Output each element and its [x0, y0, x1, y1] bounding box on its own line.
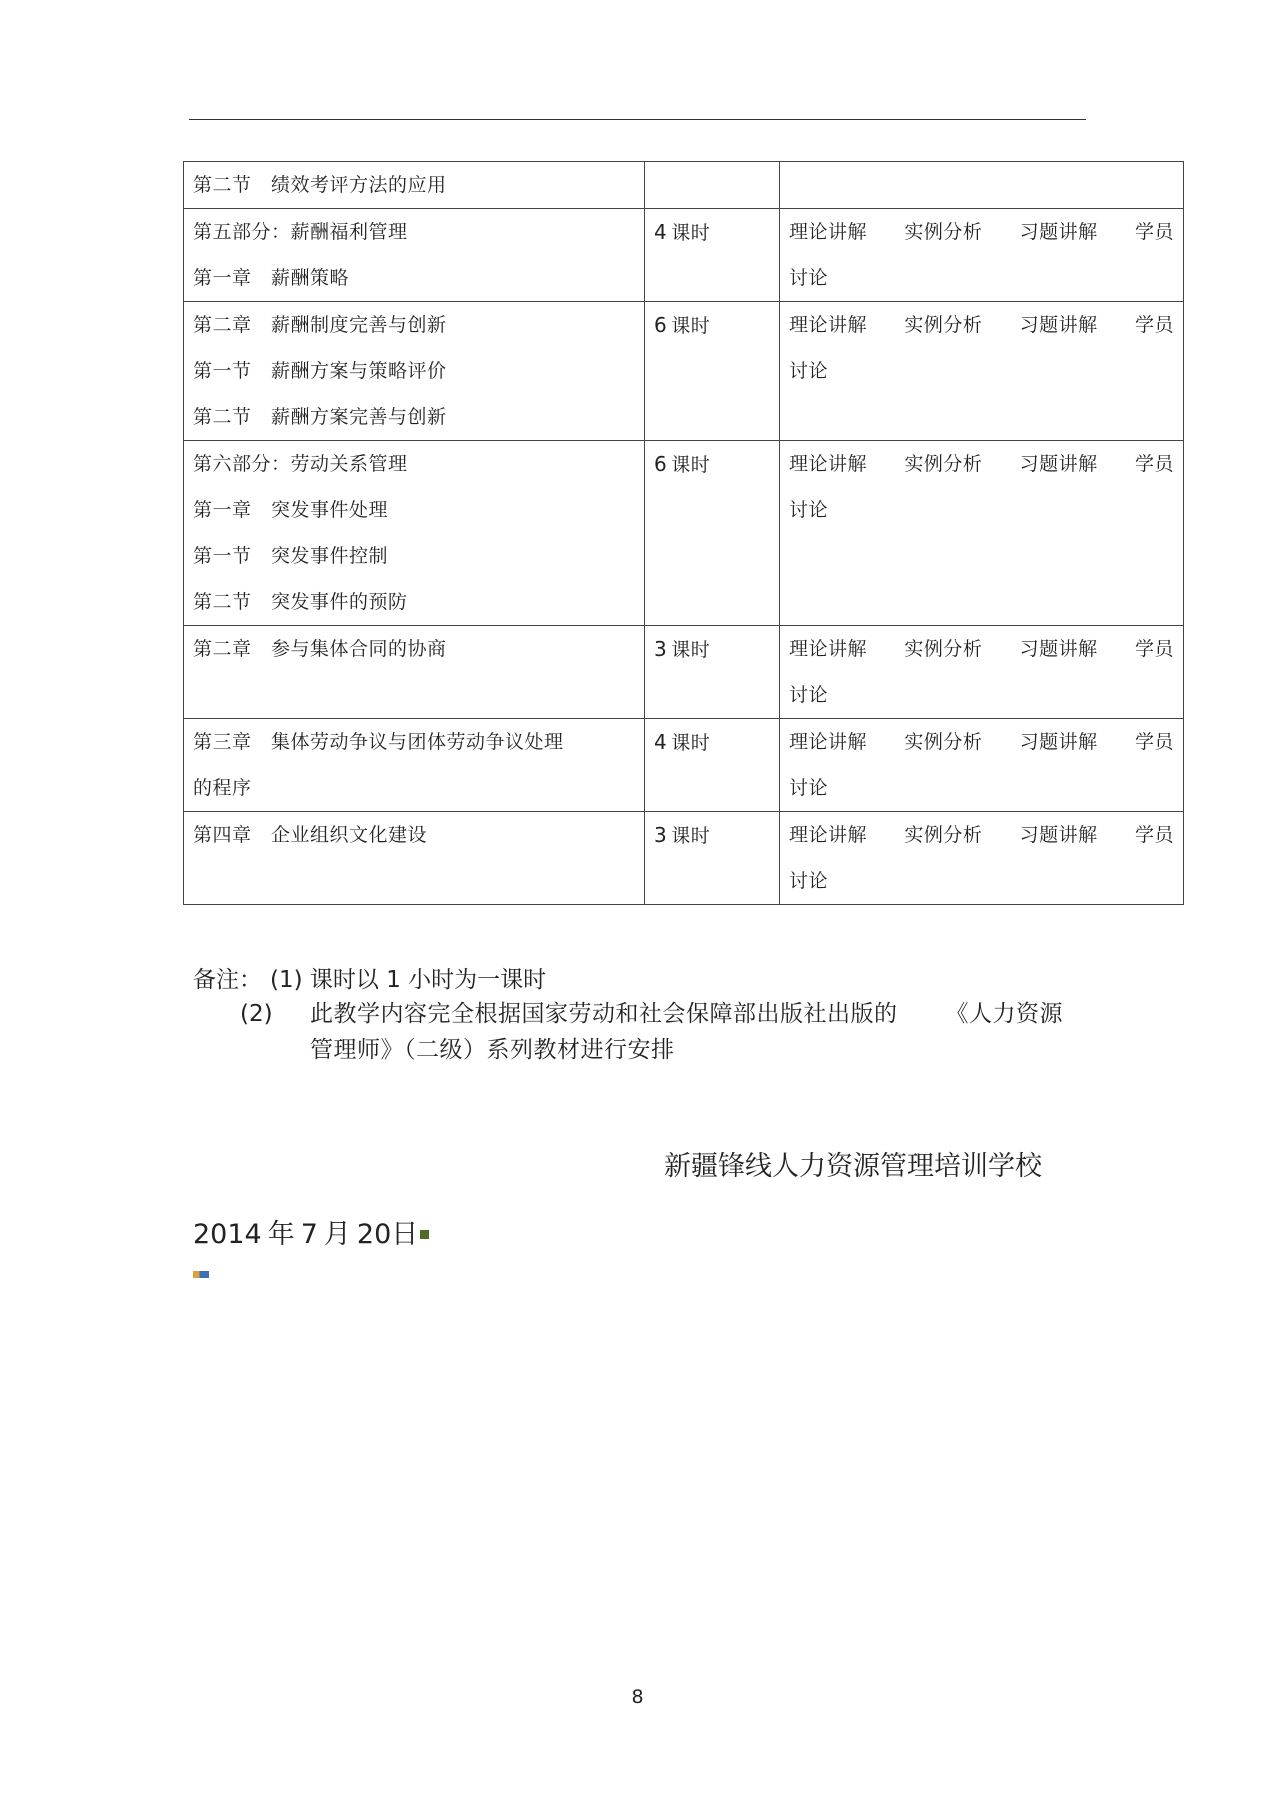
method-item: 习题讲解 [1019, 453, 1098, 475]
hours-cell [645, 162, 780, 209]
content-cell [184, 626, 645, 719]
hours-unit: 课时 [671, 732, 711, 754]
header-rule [189, 119, 1086, 120]
table-row [184, 812, 1184, 905]
content-line: 第四章 企业组织文化建设 [193, 824, 428, 846]
content-line: 第一节 突发事件控制 [193, 545, 389, 567]
date-year-unit: 年 [267, 1219, 295, 1250]
hours-cell [645, 719, 780, 812]
content-line: 第六部分：劳动关系管理 [193, 453, 408, 475]
methods-line-2: 讨论 [789, 267, 829, 289]
method-item: 理论讲解 [789, 453, 868, 475]
table-row [184, 162, 1184, 209]
method-item: 实例分析 [904, 453, 983, 475]
date [193, 1212, 429, 1251]
content-line: 第二章 薪酬制度完善与创新 [193, 314, 447, 336]
hours-unit: 课时 [671, 639, 711, 661]
methods-line-2: 讨论 [789, 360, 829, 382]
note-2-book: 《人力资源 [945, 1001, 1063, 1027]
small-image-mark [420, 1230, 429, 1239]
school-name: 新疆锋线人力资源管理培训学校 [664, 1151, 1042, 1182]
content-line: 第三章 集体劳动争议与团体劳动争议处理 [193, 731, 564, 753]
hours-cell [645, 812, 780, 905]
methods-cell [780, 812, 1184, 905]
hours-unit: 课时 [671, 315, 711, 337]
table-row [184, 626, 1184, 719]
content-cell [184, 719, 645, 812]
table-row [184, 719, 1184, 812]
content-cell [184, 209, 645, 302]
content-line: 第一节 薪酬方案与策略评价 [193, 360, 447, 382]
methods-line [789, 209, 1174, 255]
date-month: 7 [300, 1219, 318, 1250]
note-2-text: 此教学内容完全根据国家劳动和社会保障部出版社出版的 [310, 1001, 898, 1027]
content-cell [184, 441, 645, 626]
note-2-line-2: 管理师》（二级）系列教材进行安排 [310, 1037, 675, 1063]
hours-number: 4 [654, 730, 668, 754]
methods-cell [780, 209, 1184, 302]
small-image-icon [193, 1271, 209, 1278]
method-item: 习题讲解 [1019, 731, 1098, 753]
methods-line-2: 讨论 [789, 499, 829, 521]
method-item: 理论讲解 [789, 731, 868, 753]
date-day: 20 [356, 1219, 392, 1250]
methods-line [789, 719, 1174, 765]
method-item: 理论讲解 [789, 221, 868, 243]
content-line: 第二节 薪酬方案完善与创新 [193, 406, 447, 428]
hours-number: 6 [654, 313, 668, 337]
date-month-unit: 月 [323, 1219, 351, 1250]
notes-line-1 [193, 962, 546, 998]
note-2-number: (2) [240, 1001, 273, 1027]
methods-line-2: 讨论 [789, 684, 829, 706]
method-item: 学员 [1134, 221, 1174, 243]
content-cell [184, 162, 645, 209]
hours-cell [645, 626, 780, 719]
hours-unit: 课时 [671, 222, 711, 244]
method-item: 实例分析 [904, 221, 983, 243]
methods-cell [780, 626, 1184, 719]
hours-number: 3 [654, 823, 668, 847]
methods-line [789, 441, 1174, 487]
method-item: 学员 [1134, 314, 1174, 336]
note-1: (1) 课时以 1 小时为一课时 [270, 967, 547, 993]
method-item: 实例分析 [904, 824, 983, 846]
hours-number: 6 [654, 452, 668, 476]
method-item: 理论讲解 [789, 824, 868, 846]
table-row [184, 209, 1184, 302]
methods-line-2: 讨论 [789, 870, 829, 892]
content-line: 第二章 参与集体合同的协商 [193, 638, 447, 660]
methods-cell [780, 441, 1184, 626]
method-item: 习题讲解 [1019, 824, 1098, 846]
method-item: 实例分析 [904, 314, 983, 336]
method-item: 学员 [1134, 453, 1174, 475]
curriculum-table [183, 161, 1184, 905]
table-row [184, 302, 1184, 441]
content-line: 第五部分：薪酬福利管理 [193, 221, 408, 243]
hours-cell [645, 209, 780, 302]
methods-line-2: 讨论 [789, 777, 829, 799]
date-year: 2014 [193, 1219, 262, 1250]
method-item: 学员 [1134, 731, 1174, 753]
method-item: 理论讲解 [789, 314, 868, 336]
note-2 [310, 996, 1090, 1068]
table-row [184, 441, 1184, 626]
methods-line [789, 302, 1174, 348]
method-item: 理论讲解 [789, 638, 868, 660]
hours-unit: 课时 [671, 825, 711, 847]
methods-cell [780, 302, 1184, 441]
date-day-unit: 日 [391, 1219, 419, 1250]
methods-line [789, 626, 1174, 672]
content-line: 第二节 绩效考评方法的应用 [193, 174, 447, 196]
method-item: 习题讲解 [1019, 314, 1098, 336]
method-item: 学员 [1134, 638, 1174, 660]
hours-cell [645, 441, 780, 626]
method-item: 实例分析 [904, 731, 983, 753]
hours-cell [645, 302, 780, 441]
content-cell [184, 302, 645, 441]
content-cell [184, 812, 645, 905]
hours-number: 3 [654, 637, 668, 661]
content-line: 第一章 薪酬策略 [193, 267, 350, 289]
methods-cell [780, 719, 1184, 812]
method-item: 实例分析 [904, 638, 983, 660]
method-item: 习题讲解 [1019, 638, 1098, 660]
content-line: 第一章 突发事件处理 [193, 499, 389, 521]
methods-cell [780, 162, 1184, 209]
method-item: 学员 [1134, 824, 1174, 846]
methods-line [789, 812, 1174, 858]
method-item: 习题讲解 [1019, 221, 1098, 243]
content-line: 第二节 突发事件的预防 [193, 591, 408, 613]
notes-label: 备注： [193, 967, 262, 993]
content-line: 的程序 [193, 777, 252, 799]
page-number: 8 [631, 1686, 644, 1708]
hours-unit: 课时 [671, 454, 711, 476]
hours-number: 4 [654, 220, 668, 244]
